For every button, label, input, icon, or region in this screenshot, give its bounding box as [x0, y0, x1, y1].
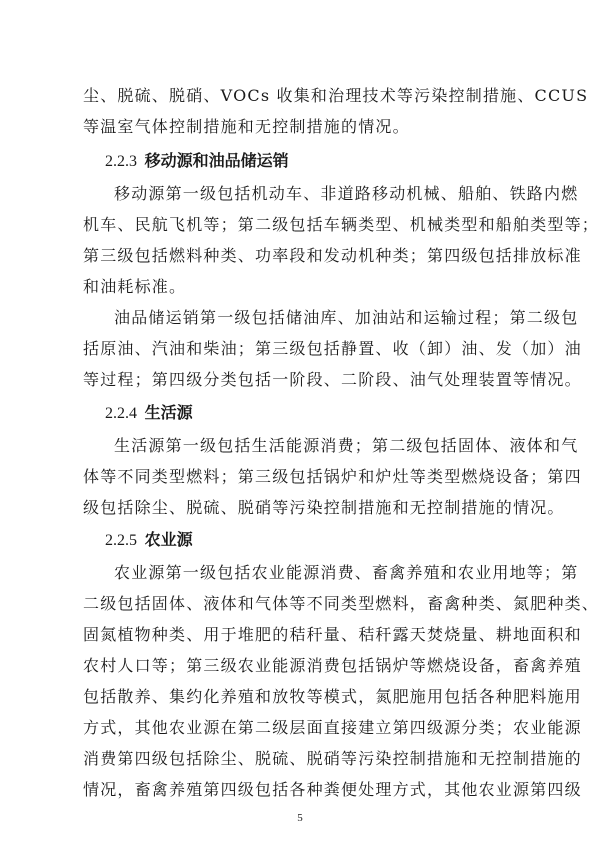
section-number: 2.2.4	[105, 405, 137, 422]
text-line: 尘、脱硫、脱硝、VOCs 收集和治理技术等污染控制措施、CCUS	[83, 86, 589, 105]
section-title: 农业源	[144, 530, 193, 549]
text-line: 农业源第一级包括农业能源消费、畜禽养殖和农业用地等；第	[114, 563, 579, 582]
text-line: 二级包括固体、液体和气体等不同类型燃料，畜禽种类、氮肥种类、	[83, 594, 600, 613]
section-heading-2-2-4	[105, 403, 193, 424]
section-heading-2-2-3	[105, 151, 289, 172]
section-heading-2-2-5	[105, 530, 193, 551]
text-line: 和油耗标准。	[83, 277, 187, 296]
section-title: 移动源和油品储运销	[144, 151, 289, 170]
text-line: 移动源第一级包括机动车、非道路移动机械、船舶、铁路内燃	[114, 184, 579, 203]
text-line: 油品储运销第一级包括储油库、加油站和运输过程；第二级包	[114, 308, 579, 327]
text-line: 消费第四级包括除尘、脱硫、脱硝等污染控制措施和无控制措施的	[83, 749, 582, 768]
text-line: 等温室气体控制措施和无控制措施的情况。	[83, 117, 410, 136]
text-line: 包括散养、集约化养殖和放牧等模式，氮肥施用包括各种肥料施用	[83, 687, 582, 706]
text-line: 第三级包括燃料种类、功率段和发动机种类；第四级包括排放标准	[83, 246, 582, 265]
text-line: 机车、民航飞机等；第二级包括车辆类型、机械类型和船舶类型等；	[83, 215, 600, 234]
text-line: 等过程；第四级分类包括一阶段、二阶段、油气处理装置等情况。	[83, 370, 582, 389]
text-line: 固氮植物种类、用于堆肥的秸秆量、秸秆露天焚烧量、耕地面积和	[83, 625, 582, 644]
text-line: 括原油、汽油和柴油；第三级包括静置、收（卸）油、发（加）油	[83, 339, 582, 358]
text-line: 方式，其他农业源在第二级层面直接建立第四级源分类；农业能源	[83, 718, 582, 737]
section-number: 2.2.5	[105, 532, 137, 549]
text-line: 情况，畜禽养殖第四级包括各种粪便处理方式，其他农业源第四级	[83, 780, 582, 799]
section-number: 2.2.3	[105, 153, 137, 170]
page-number: 5	[297, 812, 303, 824]
text-line: 生活源第一级包括生活能源消费；第二级包括固体、液体和气	[114, 436, 579, 455]
text-line: 体等不同类型燃料；第三级包括锅炉和炉灶等类型燃烧设备；第四	[83, 467, 582, 486]
text-line: 农村人口等；第三级农业能源消费包括锅炉等燃烧设备，畜禽养殖	[83, 656, 582, 675]
text-line: 级包括除尘、脱硫、脱硝等污染控制措施和无控制措施的情况。	[83, 498, 565, 517]
section-title: 生活源	[144, 403, 193, 422]
